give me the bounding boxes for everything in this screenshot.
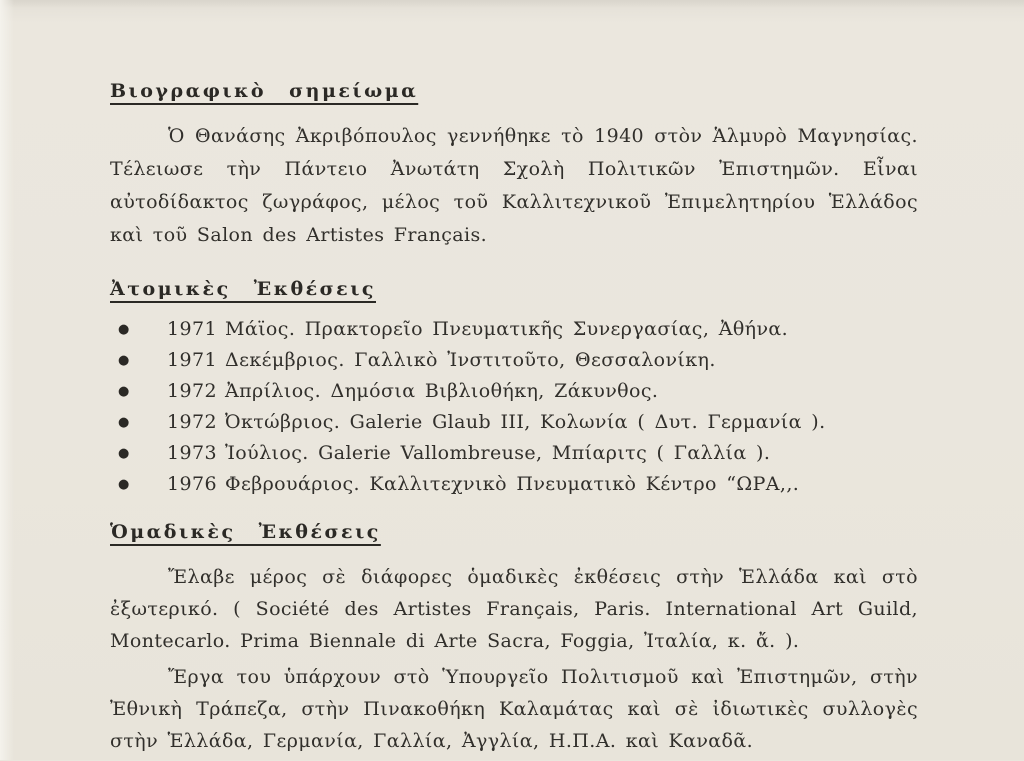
exhibition-year: 1973 (167, 442, 217, 464)
scan-edge-shadow-top (0, 0, 1024, 8)
bullet-icon: ● (118, 445, 130, 461)
section-heading-biographical-note: Βιογραφικὸ σημείωμα (110, 80, 419, 102)
exhibition-description: Ὀκτώβριος. Galerie Glaub III, Κολωνία ( Δυτ. Γερμανία ). (225, 411, 826, 433)
scan-edge-highlight-left (0, 0, 14, 760)
section-heading-group-exhibitions: Ὁμαδικὲς Ἐκθέσεις (110, 521, 381, 543)
list-item (110, 411, 918, 433)
exhibition-year: 1972 (167, 411, 217, 433)
exhibition-year: 1971 (167, 349, 217, 371)
exhibition-year: 1972 (167, 380, 217, 402)
bullet-icon: ● (118, 414, 130, 430)
exhibition-description: Δεκέμβριος. Γαλλικὸ Ἰνστιτοῦτο, Θεσσαλονίκη. (225, 349, 716, 371)
solo-exhibitions-list (110, 318, 918, 495)
collections-paragraph: Ἔργα του ὑπάρχουν στὸ Ὑπουργεῖο Πολιτισμοῦ καὶ Ἐπιστημῶν, στὴν Ἐθνικὴ Τράπεζα, στὴν Πινακοθήκη Καλαμάτας καὶ σὲ ἰδιωτικὲς συλλογὲς στὴν Ἑλλάδα, Γερμανία, Γαλλία, Ἀγγλία, Η.Π.Α. καὶ Καναδᾶ. (110, 666, 918, 752)
bullet-icon: ● (118, 476, 130, 492)
list-item (110, 473, 918, 495)
list-item (110, 442, 918, 464)
list-item (110, 318, 918, 340)
exhibition-description: Μάϊος. Πρακτορεῖο Πνευματικῆς Συνεργασίας, Ἀθήνα. (225, 318, 789, 340)
document-body (110, 80, 918, 761)
exhibition-description: Φεβρουάριος. Καλλιτεχνικὸ Πνευματικὸ Κέντρο “ΩΡΑ,,. (225, 473, 800, 495)
bullet-icon: ● (118, 321, 130, 337)
bullet-icon: ● (118, 383, 130, 399)
list-item (110, 349, 918, 371)
exhibition-year: 1971 (167, 318, 217, 340)
exhibition-description: Ἀπρίλιος. Δημόσια Βιβλιοθήκη, Ζάκυνθος. (225, 380, 659, 402)
group-exhibitions-paragraph: Ἔλαβε μέρος σὲ διάφορες ὁμαδικὲς ἐκθέσεις στὴν Ἑλλάδα καὶ στὸ ἐξωτερικό. ( Société des Artistes Français, Paris. International Art Guild, Montecarlo. Prima Biennale di Arte Sacra, Foggia, Ἰταλία, κ. ἄ. ). (110, 566, 918, 652)
section-heading-solo-exhibitions: Ἀτομικὲς Ἐκθέσεις (110, 278, 376, 300)
biography-paragraph: Ὁ Θανάσης Ἀκριβόπουλος γεννήθηκε τὸ 1940 στὸν Ἁλμυρὸ Μαγνησίας. Τέλειωσε τὴν Πάντειο Ἀνωτάτη Σχολὴ Πολιτικῶν Ἐπιστημῶν. Εἶναι αὐτοδίδακτος ζωγράφος, μέλος τοῦ Καλλιτεχνικοῦ Ἐπιμελητηρίου Ἑλλάδος καὶ τοῦ Salon des Artistes Français. (110, 125, 918, 246)
exhibition-year: 1976 (167, 473, 217, 495)
bullet-icon: ● (118, 352, 130, 368)
list-item (110, 380, 918, 402)
exhibition-description: Ἰούλιος. Galerie Vallombreuse, Μπίαριτς ( Γαλλία ). (225, 442, 771, 464)
